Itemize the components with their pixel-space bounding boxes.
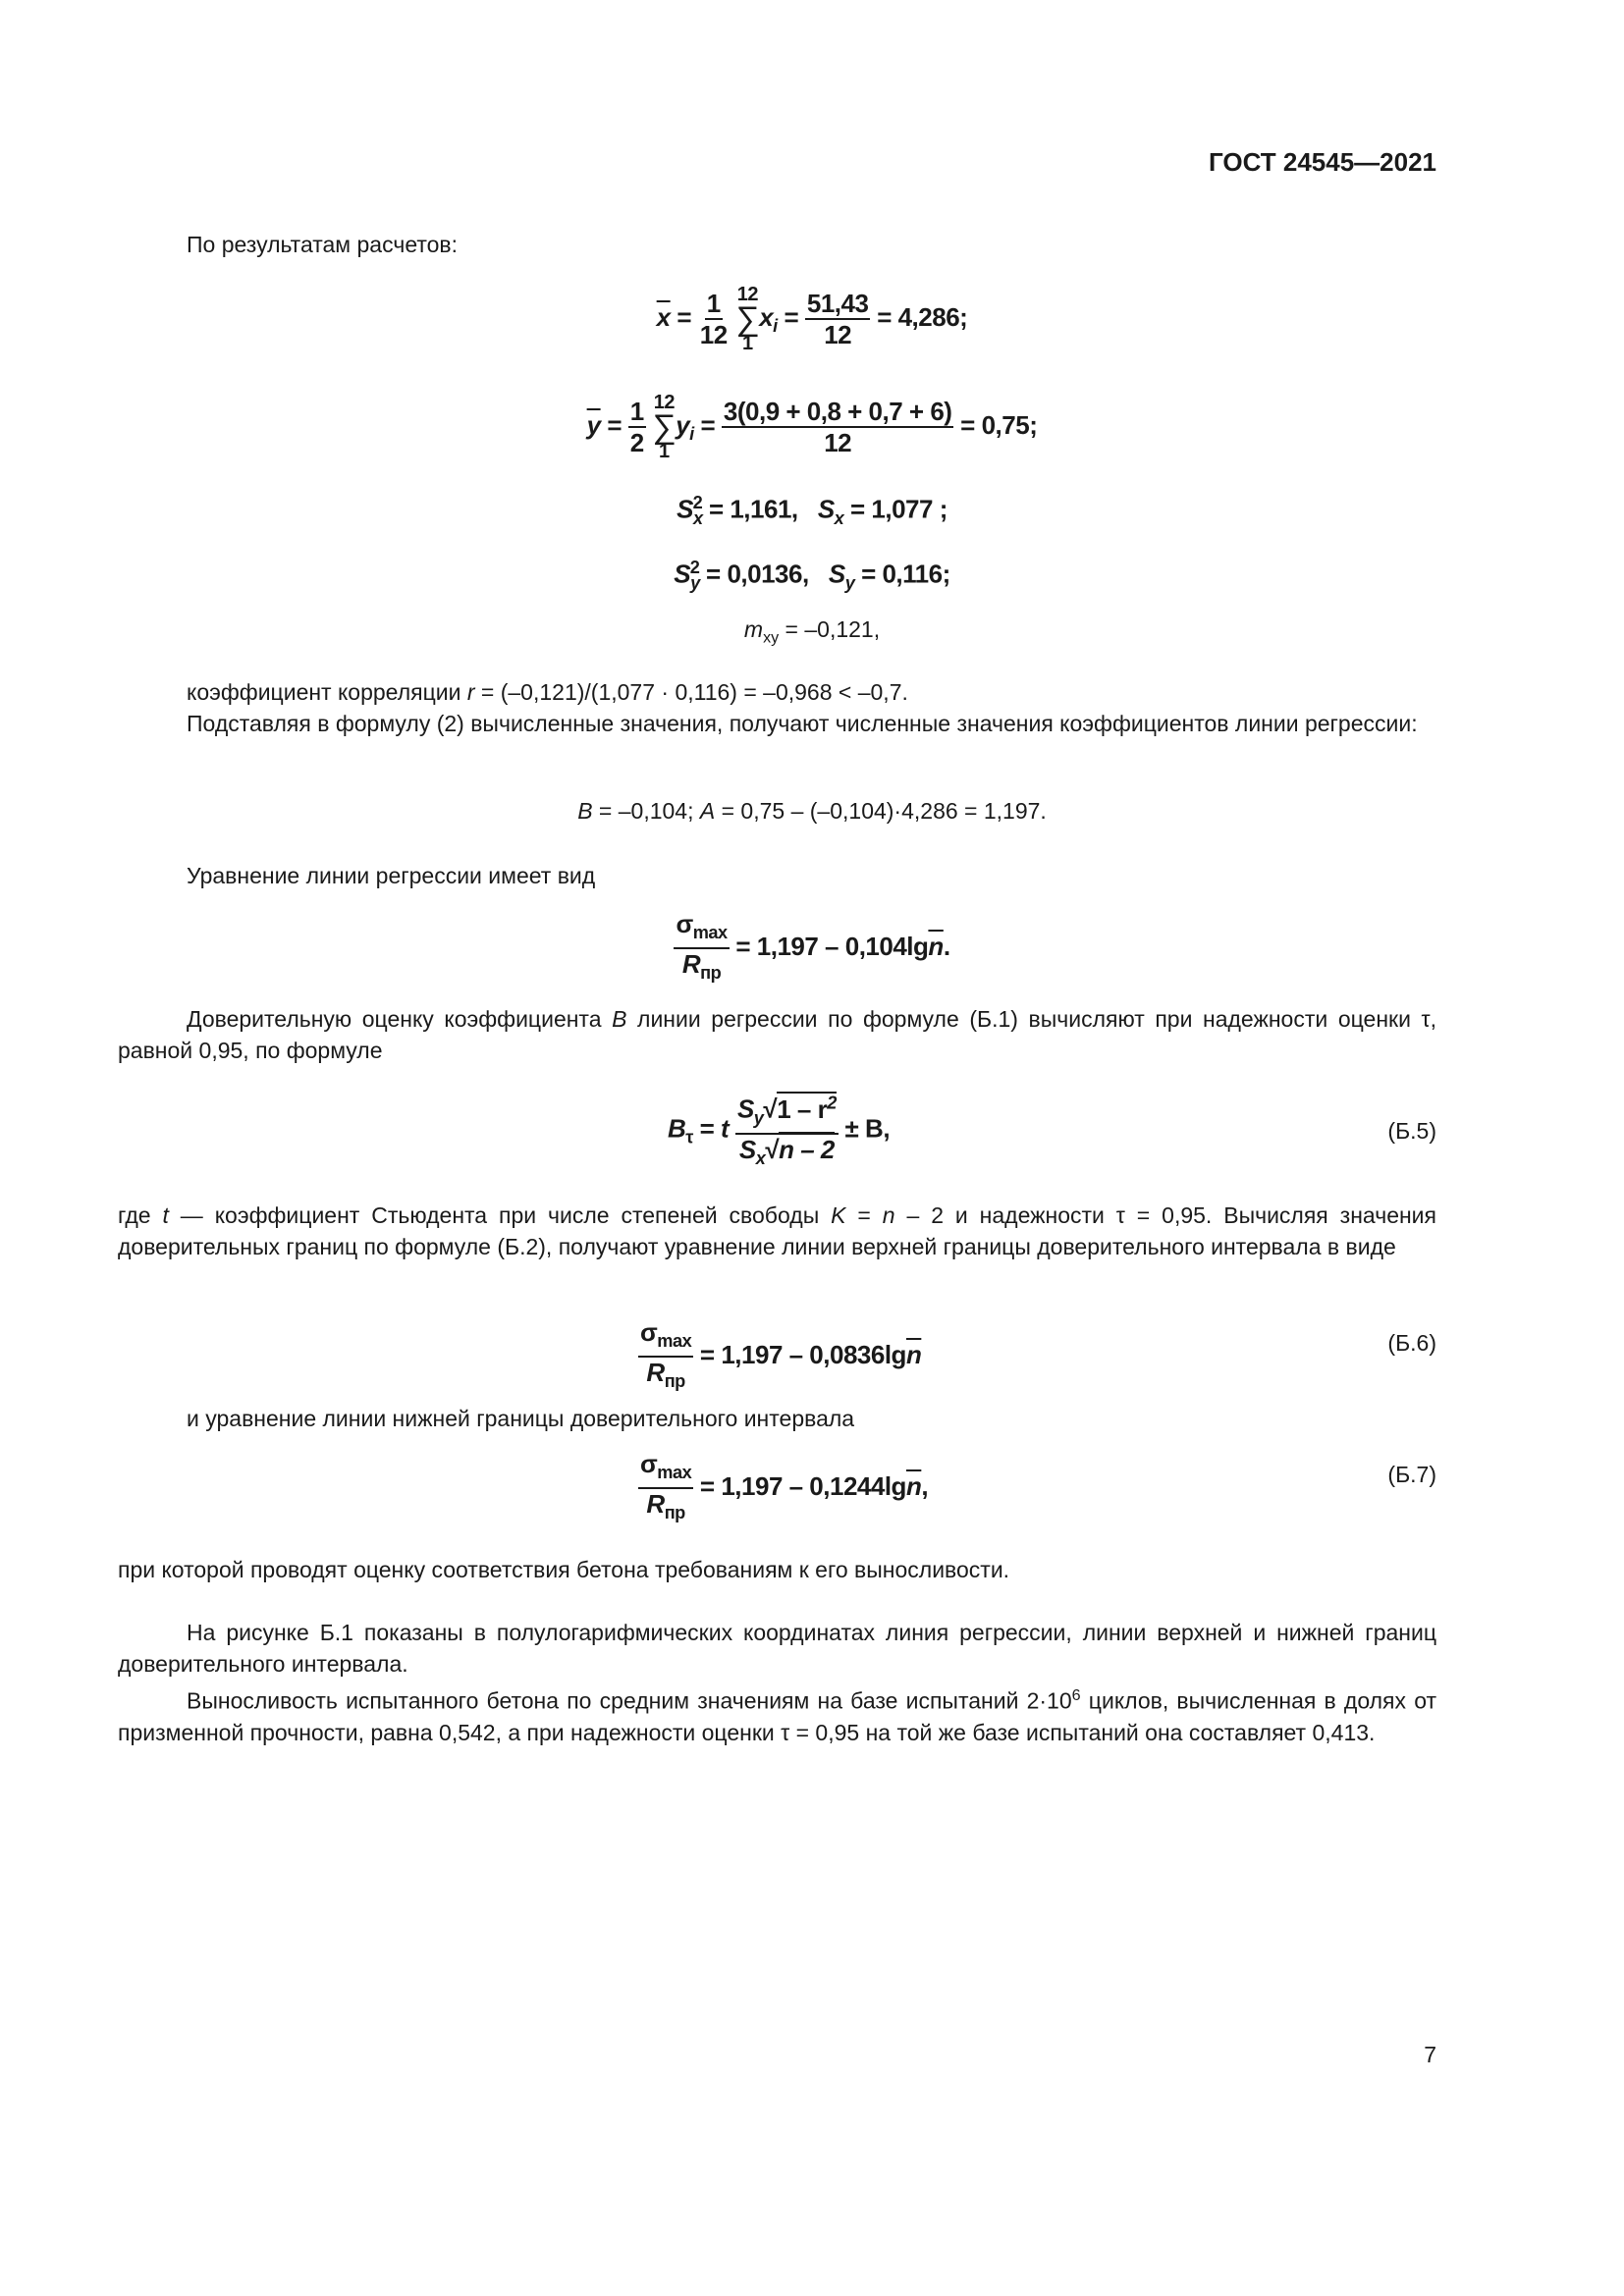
paragraph-where: где t — коэффициент Стьюдента при числе степеней свободы K = n – 2 и надежности τ = 0,95. Вычисляя значения доверительных границ по формуле (Б.2), получают уравнение линии верхней границы доверительного интервала в виде: [118, 1202, 1436, 1259]
summation-symbol: 12 ∑ 1: [652, 392, 677, 462]
formula-y-mean: $\overline{y}$ = $\frac{1}{2}$ 12 ∑ 1 $y_i$ = $\frac{3(0,9 + 0,8 + 0,7 + 6)}{12}$ = 0,75;: [586, 392, 1038, 462]
paragraph-regression-equation: Уравнение линии регрессии имеет вид: [187, 863, 596, 888]
equation-label-b7: (Б.7): [1387, 1462, 1436, 1487]
formula-sx: $S_x^2 = 1,161$, $S_x = 1,077$ ;: [677, 493, 947, 528]
equation-label-b6: (Б.6): [1387, 1330, 1436, 1356]
paragraph-lower-bound: и уравнение линии нижней границы доверительного интервала: [187, 1406, 855, 1431]
fraction-one-twelfth: $\frac{1}{12}$: [699, 289, 728, 349]
y-mean-symbol: $\overline{y}$: [586, 409, 601, 440]
equation-label-b5: (Б.5): [1387, 1118, 1436, 1144]
fraction-sigma-r: $\frac{\sigma_{max}}{R_{пр}}$: [640, 1317, 692, 1392]
formula-coefficients: B = –0,104; A = 0,75 – (–0,104)·4,286 = 1,197.: [577, 798, 1047, 824]
summation-symbol: 12 ∑ 1: [735, 284, 760, 354]
paragraph-assessment: при которой проводят оценку соответствия бетона требованиям к его выносливости.: [118, 1557, 1010, 1582]
formula-b5: $B_\tau = t$ $\frac{S_y√1 - r^2}{S_x√n - 2}$ ± B,: [668, 1088, 890, 1173]
fraction-student: $\frac{S_y√1 - r^2}{S_x√n - 2}$: [735, 1088, 839, 1173]
paragraph-correlation: коэффициент корреляции r = (–0,121)/(1,077 · 0,116) = –0,968 < –0,7.: [187, 679, 908, 705]
fraction-sum-x: $\frac{51,43}{12}$: [806, 289, 869, 349]
formula-x-mean: $\overline{x}$ = $\frac{1}{12}$ 12 ∑ 1 $x_i$ = $\frac{51,43}{12}$ = 4,286;: [656, 284, 968, 354]
fraction-one-half: $\frac{1}{2}$: [629, 397, 644, 457]
formula-b6: $\frac{\sigma_{max}}{R_{пр}}$ = $1,197 - 0,0836\lg\overline{n}$: [638, 1317, 921, 1396]
fraction-sigma-r: $\frac{\sigma_{max}}{R_{пр}}$: [676, 909, 728, 984]
page-number: 7: [1424, 2042, 1436, 2067]
paragraph-confidence: Доверительную оценку коэффициента B линии регрессии по формуле (Б.1) вычисляют при надежности оценки τ, равной 0,95, по формуле: [118, 1006, 1436, 1063]
formula-sy: $S_y^2 = 0,0136$, $S_y = 0,116$;: [674, 558, 950, 593]
fraction-sum-y: $\frac{3(0,9 + 0,8 + 0,7 + 6)}{12}$: [723, 397, 952, 457]
formula-mxy: $m_{xy} = -0,121$,: [743, 616, 881, 647]
formula-b7: $\frac{\sigma_{max}}{R_{пр}}$ = $1,197 - 0,1244\lg\overline{n}$,: [638, 1449, 928, 1527]
document-header: ГОСТ 24545—2021: [1209, 147, 1436, 177]
paragraph-results: По результатам расчетов:: [187, 232, 459, 257]
x-mean-symbol: $\overline{x}$: [656, 301, 671, 332]
formula-regression: $\frac{\sigma_{max}}{R_{пр}}$ = $1,197 - 0,104\lg\overline{n}$.: [0, 909, 1624, 988]
paragraph-endurance: Выносливость испытанного бетона по средним значениям на базе испытаний $2\cdot 10^6$ циклов, вычисленная в долях от призменной прочности, равна 0,542, а при надежности оценки τ = 0,95 на той же базе испытаний она составляет 0,413.: [118, 1686, 1437, 1745]
fraction-sigma-r: $\frac{\sigma_{max}}{R_{пр}}$: [640, 1449, 692, 1523]
paragraph-substitution: Подставляя в формулу (2) вычисленные значения, получают численные значения коэффициентов линии регрессии:: [187, 711, 1418, 736]
paragraph-figure: На рисунке Б.1 показаны в полулогарифмических координатах линия регрессии, линии верхней и нижней границ доверительного интервала.: [118, 1620, 1436, 1677]
